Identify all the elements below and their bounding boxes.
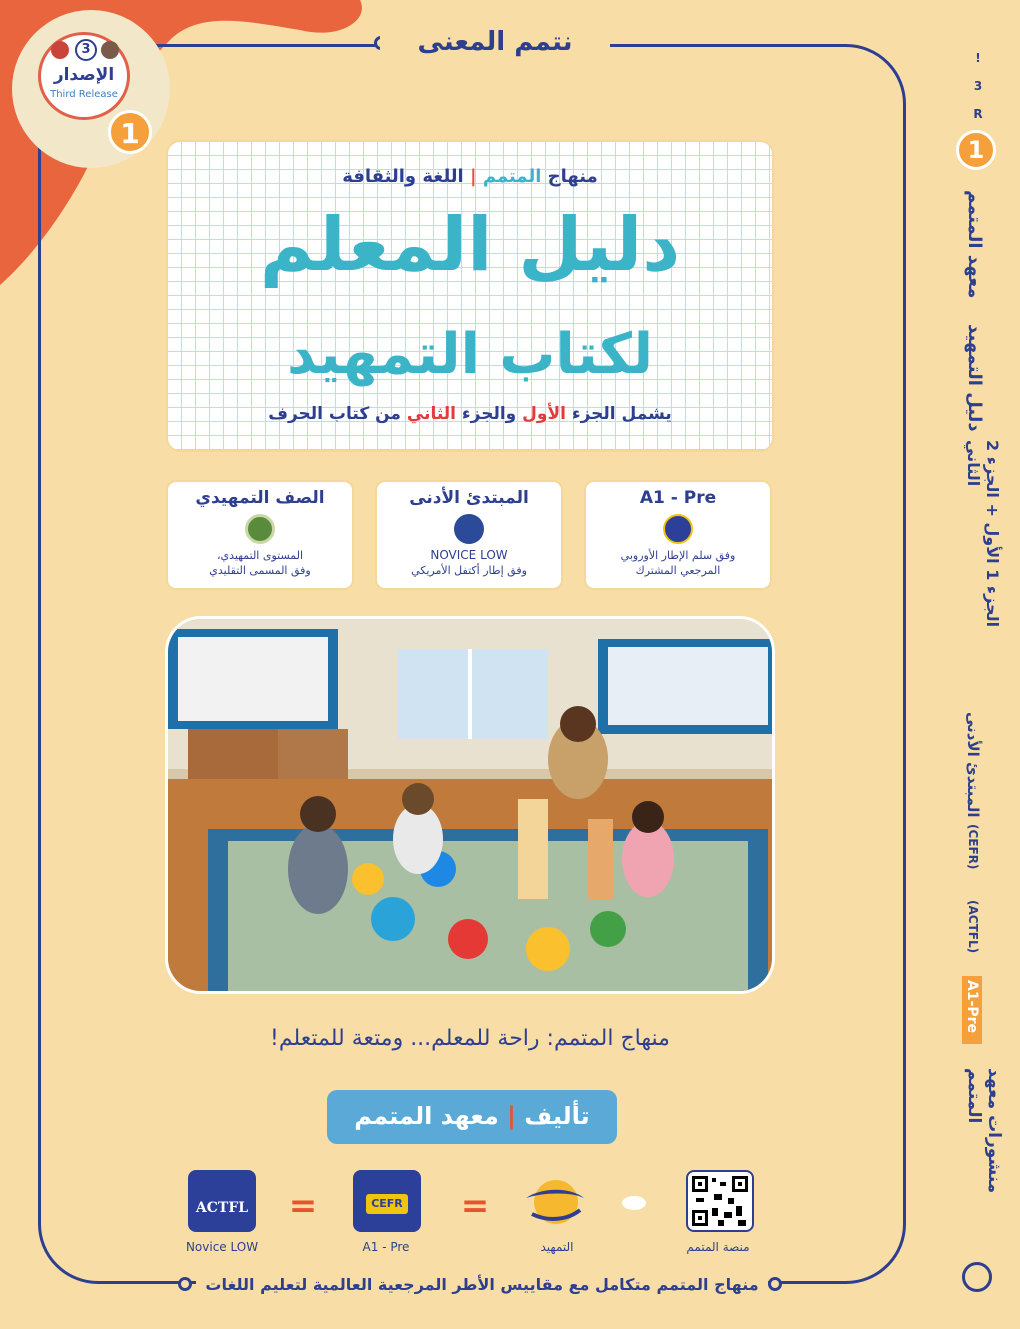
spine-mark: 3 [973, 79, 983, 93]
level-line2: وفق المسمى التقليدي [209, 564, 311, 577]
parts-prefix: يشمل الجزء [571, 404, 672, 424]
parts-suffix: من كتاب الحرف [268, 404, 401, 424]
spine-level: المبتدئ الأدنى [964, 712, 982, 818]
slogan: منهاج المتمم: راحة للمعلم... ومتعة للمتعلم! [270, 1026, 670, 1051]
release-label-ar: الإصدار [53, 65, 115, 85]
spine-publisher-bottom: منشورات معهد المتمم [964, 1068, 1004, 1194]
release-badge [12, 10, 170, 168]
level-box-traditional [166, 480, 354, 590]
author-banner: تأليف | معهد المتمم [327, 1090, 617, 1144]
cefr-logo-icon [353, 1170, 421, 1232]
spine-marks [970, 44, 986, 128]
parts-first: الأول [522, 404, 566, 424]
sub-title: لكتاب التمهيد [286, 322, 654, 387]
spine-title: دليل التمهيد [964, 324, 985, 432]
level-box-cefr [584, 480, 772, 590]
actfl-logo-icon [454, 514, 484, 544]
author-label: تأليف [524, 1102, 590, 1130]
actfl-logo-icon: ACTFL [188, 1170, 256, 1232]
bottom-tagline: منهاج المتمم متكامل مع مقاييس الأطر المرجعية العالمية لتعليم اللغات [196, 1272, 768, 1298]
parts-middle: والجزء [461, 404, 517, 424]
series-line: منهاج المتمم | اللغة والثقافة [342, 166, 598, 187]
child-avatar-icon [51, 41, 69, 59]
level-line2: المرجعي المشترك [635, 564, 721, 577]
series-suffix: اللغة والثقافة [342, 166, 464, 187]
tamheed-logo-icon [520, 1170, 588, 1232]
cefr-mark: CEFR [366, 1194, 408, 1214]
parts-second: الثاني [406, 404, 456, 424]
series-brand: المتمم [482, 166, 542, 187]
level-line2: وفق إطار أكتفل الأمريكي [411, 564, 527, 577]
top-tagline: نتمم المعنى [380, 22, 610, 62]
logo-caption: منصة المتمم [686, 1240, 750, 1254]
author-name: معهد المتمم [354, 1102, 499, 1130]
spine-actfl: (ACTFL) [966, 900, 980, 954]
logo-caption: التمهيد [540, 1240, 574, 1254]
child-avatar-icon [101, 41, 119, 59]
level-title: الصف التمهيدي [195, 488, 325, 508]
level-line1: NOVICE LOW [430, 548, 508, 562]
frame-dot [768, 1277, 782, 1291]
title-card [166, 140, 774, 452]
frame-dot [178, 1277, 192, 1291]
spine-mark: R [973, 107, 983, 121]
spine-publisher-top: معهد المتمم [964, 190, 985, 299]
classroom-photo [165, 616, 775, 994]
logo-caption: Novice LOW [185, 1240, 259, 1254]
volume-number-badge: 1 [108, 110, 152, 154]
spine-cefr: (CEFR) [966, 824, 980, 870]
level-box-actfl [375, 480, 563, 590]
level-line1: وفق سلم الإطار الأوروبي [620, 549, 736, 562]
spine-mark: ! [975, 51, 981, 65]
parts-line [168, 404, 772, 424]
equals-sign: = [288, 1186, 318, 1226]
spine-parts: الجزء 1 الأول + الجزء 2 الثاني [964, 440, 1002, 628]
cefr-logo-icon [663, 514, 693, 544]
level-title: المبتدئ الأدنى [409, 488, 529, 508]
spine-a1pre-tag: A1-Pre [962, 976, 982, 1044]
publisher-logo-icon [962, 1262, 992, 1292]
arab-league-icon [245, 514, 275, 544]
level-line1: المستوى التمهيدي، [216, 549, 304, 562]
equals-sign: = [460, 1186, 490, 1226]
release-number: 3 [75, 39, 97, 61]
level-title: A1 - Pre [639, 488, 717, 508]
main-title: دليل المعلم [259, 202, 681, 288]
logo-caption: A1 - Pre [362, 1240, 410, 1254]
release-seal [38, 32, 130, 120]
series-prefix: منهاج [547, 166, 598, 187]
release-label-en: Third Release [50, 89, 118, 100]
spine-volume-badge: 1 [956, 130, 996, 170]
qr-code-icon[interactable] [686, 1170, 754, 1232]
cloud-icon [622, 1196, 646, 1210]
